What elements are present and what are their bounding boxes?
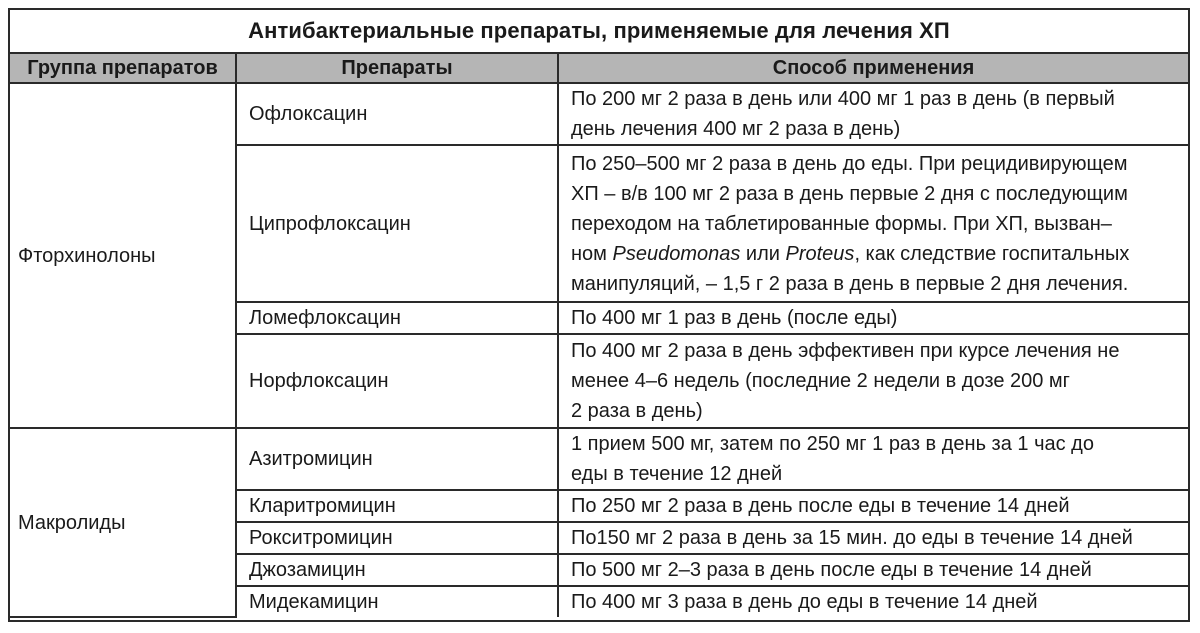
usage-text: По 500 мг 2–3 раза в день после еды в течение 14 дней — [558, 554, 1188, 586]
usage-text: По 200 мг 2 раза в день или 400 мг 1 раз в день (в первый день лечения 400 мг 2 раза в день) — [558, 83, 1188, 145]
header-method: Способ применения — [558, 54, 1188, 83]
usage-line-italic: ном Pseudomonas или Proteus, как следствие госпитальных — [571, 242, 1130, 265]
header-drug: Препараты — [236, 54, 558, 83]
usage-text: По 400 мг 2 раза в день эффективен при курсе лечения не менее 4–6 недель (последние 2 недели в дозе 200 мг 2 раза в день) — [558, 334, 1188, 428]
usage-text: По 250–500 мг 2 раза в день до еды. При рецидивирующем ХП – в/в 100 мг 2 раза в день первые 2 дня с последующим переходом на таблетированные формы. При ХП, вызван– ном Pseudomonas или Proteus, как следствие госпитальных манипуляций, – 1,5 г 2 раза в день в первые 2 дня лечения. — [558, 145, 1188, 302]
usage-text: По 400 мг 3 раза в день до еды в течение 14 дней — [558, 586, 1188, 617]
group-cell: Макролиды — [10, 428, 236, 617]
table-row — [10, 83, 1188, 145]
drug-table-sheet — [8, 8, 1190, 622]
drug-name: Норфлоксацин — [236, 334, 558, 428]
usage-text: 1 прием 500 мг, затем по 250 мг 1 раз в день за 1 час до еды в течение 12 дней — [558, 428, 1188, 490]
usage-text: По150 мг 2 раза в день за 15 мин. до еды в течение 14 дней — [558, 522, 1188, 554]
table-title: Антибактериальные препараты, применяемые для лечения ХП — [10, 10, 1188, 54]
drug-table — [10, 54, 1188, 618]
drug-name: Кларитромицин — [236, 490, 558, 522]
drug-name: Азитромицин — [236, 428, 558, 490]
drug-name: Ломефлоксацин — [236, 302, 558, 334]
header-group: Группа препаратов — [10, 54, 236, 83]
drug-name: Мидекамицин — [236, 586, 558, 617]
usage-text: По 250 мг 2 раза в день после еды в течение 14 дней — [558, 490, 1188, 522]
drug-name: Ципрофлоксацин — [236, 145, 558, 302]
header-row — [10, 54, 1188, 83]
drug-name: Офлоксацин — [236, 83, 558, 145]
drug-name: Рокситромицин — [236, 522, 558, 554]
table-row — [10, 428, 1188, 490]
group-cell: Фторхинолоны — [10, 83, 236, 428]
usage-text: По 400 мг 1 раз в день (после еды) — [558, 302, 1188, 334]
drug-name: Джозамицин — [236, 554, 558, 586]
